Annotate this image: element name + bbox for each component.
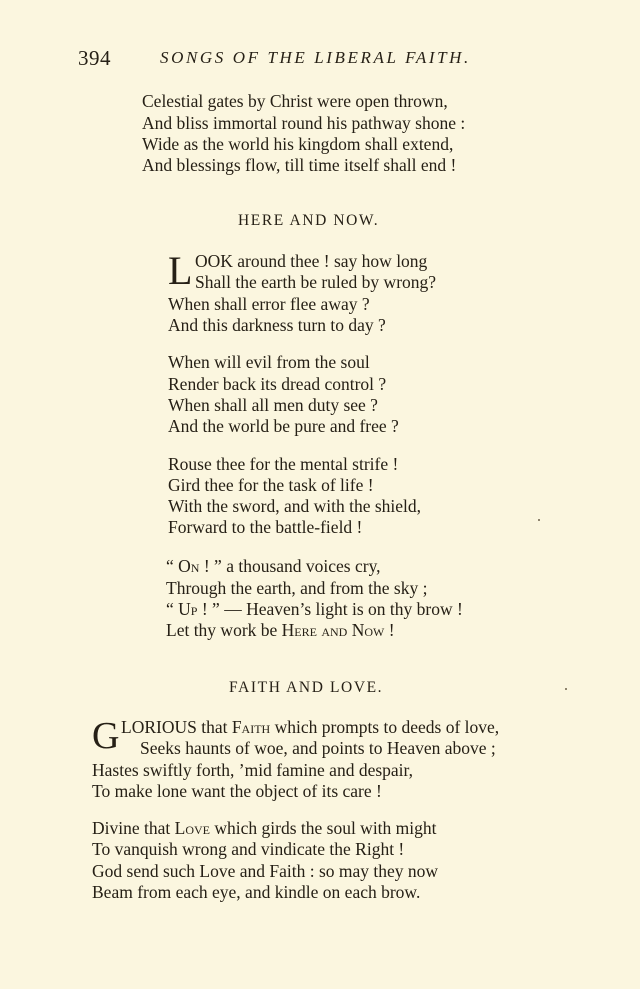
poem-line: “ On ! ” a thousand voices cry, bbox=[166, 556, 381, 576]
poem-line: With the sword, and with the shield, bbox=[168, 496, 422, 516]
page-number: 394 bbox=[78, 46, 111, 70]
poem-line: “ Up ! ” — Heaven’s light is on thy brow ! bbox=[166, 599, 463, 619]
poem-line: LORIOUS that Faith which prompts to deeds of love, bbox=[121, 717, 500, 737]
poem-title-here-and-now: HERE AND NOW. bbox=[238, 212, 380, 229]
poem-line: When shall error flee away ? bbox=[168, 294, 370, 314]
poem-line: Hastes swiftly forth, ’mid famine and despair, bbox=[92, 760, 414, 780]
paper-speck bbox=[565, 688, 567, 690]
poem-line: Divine that Love which girds the soul with might bbox=[92, 818, 437, 838]
running-title: SONGS OF THE LIBERAL FAITH. bbox=[160, 48, 471, 67]
poem-line: Seeks haunts of woe, and points to Heaven above ; bbox=[140, 738, 496, 758]
poem-line: And this darkness turn to day ? bbox=[168, 315, 386, 335]
poem-line: Through the earth, and from the sky ; bbox=[166, 578, 428, 598]
drop-cap: G bbox=[92, 715, 120, 757]
poem-line: Render back its dread control ? bbox=[168, 374, 387, 394]
prev-poem-line: Wide as the world his kingdom shall extend, bbox=[142, 134, 454, 154]
poem-line: Forward to the battle-field ! bbox=[168, 517, 363, 537]
poem-line: Gird thee for the task of life ! bbox=[168, 475, 374, 495]
paper-speck bbox=[538, 519, 540, 521]
prev-poem-line: And blessings flow, till time itself shall end ! bbox=[142, 155, 457, 175]
poem-line: Let thy work be Here and Now ! bbox=[166, 620, 395, 640]
poem-line: When shall all men duty see ? bbox=[168, 395, 378, 415]
poem-line: When will evil from the soul bbox=[168, 352, 370, 372]
poem-line: To make lone want the object of its care ! bbox=[92, 781, 382, 801]
poem-line: To vanquish wrong and vindicate the Right ! bbox=[92, 839, 405, 859]
prev-poem-line: And bliss immortal round his pathway shone : bbox=[142, 113, 466, 133]
poem-title-faith-and-love: FAITH AND LOVE. bbox=[229, 679, 384, 696]
poem-line: OOK around thee ! say how long bbox=[195, 251, 428, 271]
poem-line: Shall the earth be ruled by wrong? bbox=[195, 272, 437, 292]
drop-cap: L bbox=[168, 248, 193, 293]
poem-line: And the world be pure and free ? bbox=[168, 416, 399, 436]
prev-poem-line: Celestial gates by Christ were open thrown, bbox=[142, 91, 448, 111]
poem-line: Rouse thee for the mental strife ! bbox=[168, 454, 399, 474]
poem-line: Beam from each eye, and kindle on each brow. bbox=[92, 882, 421, 902]
poem-line: God send such Love and Faith : so may they now bbox=[92, 861, 439, 881]
